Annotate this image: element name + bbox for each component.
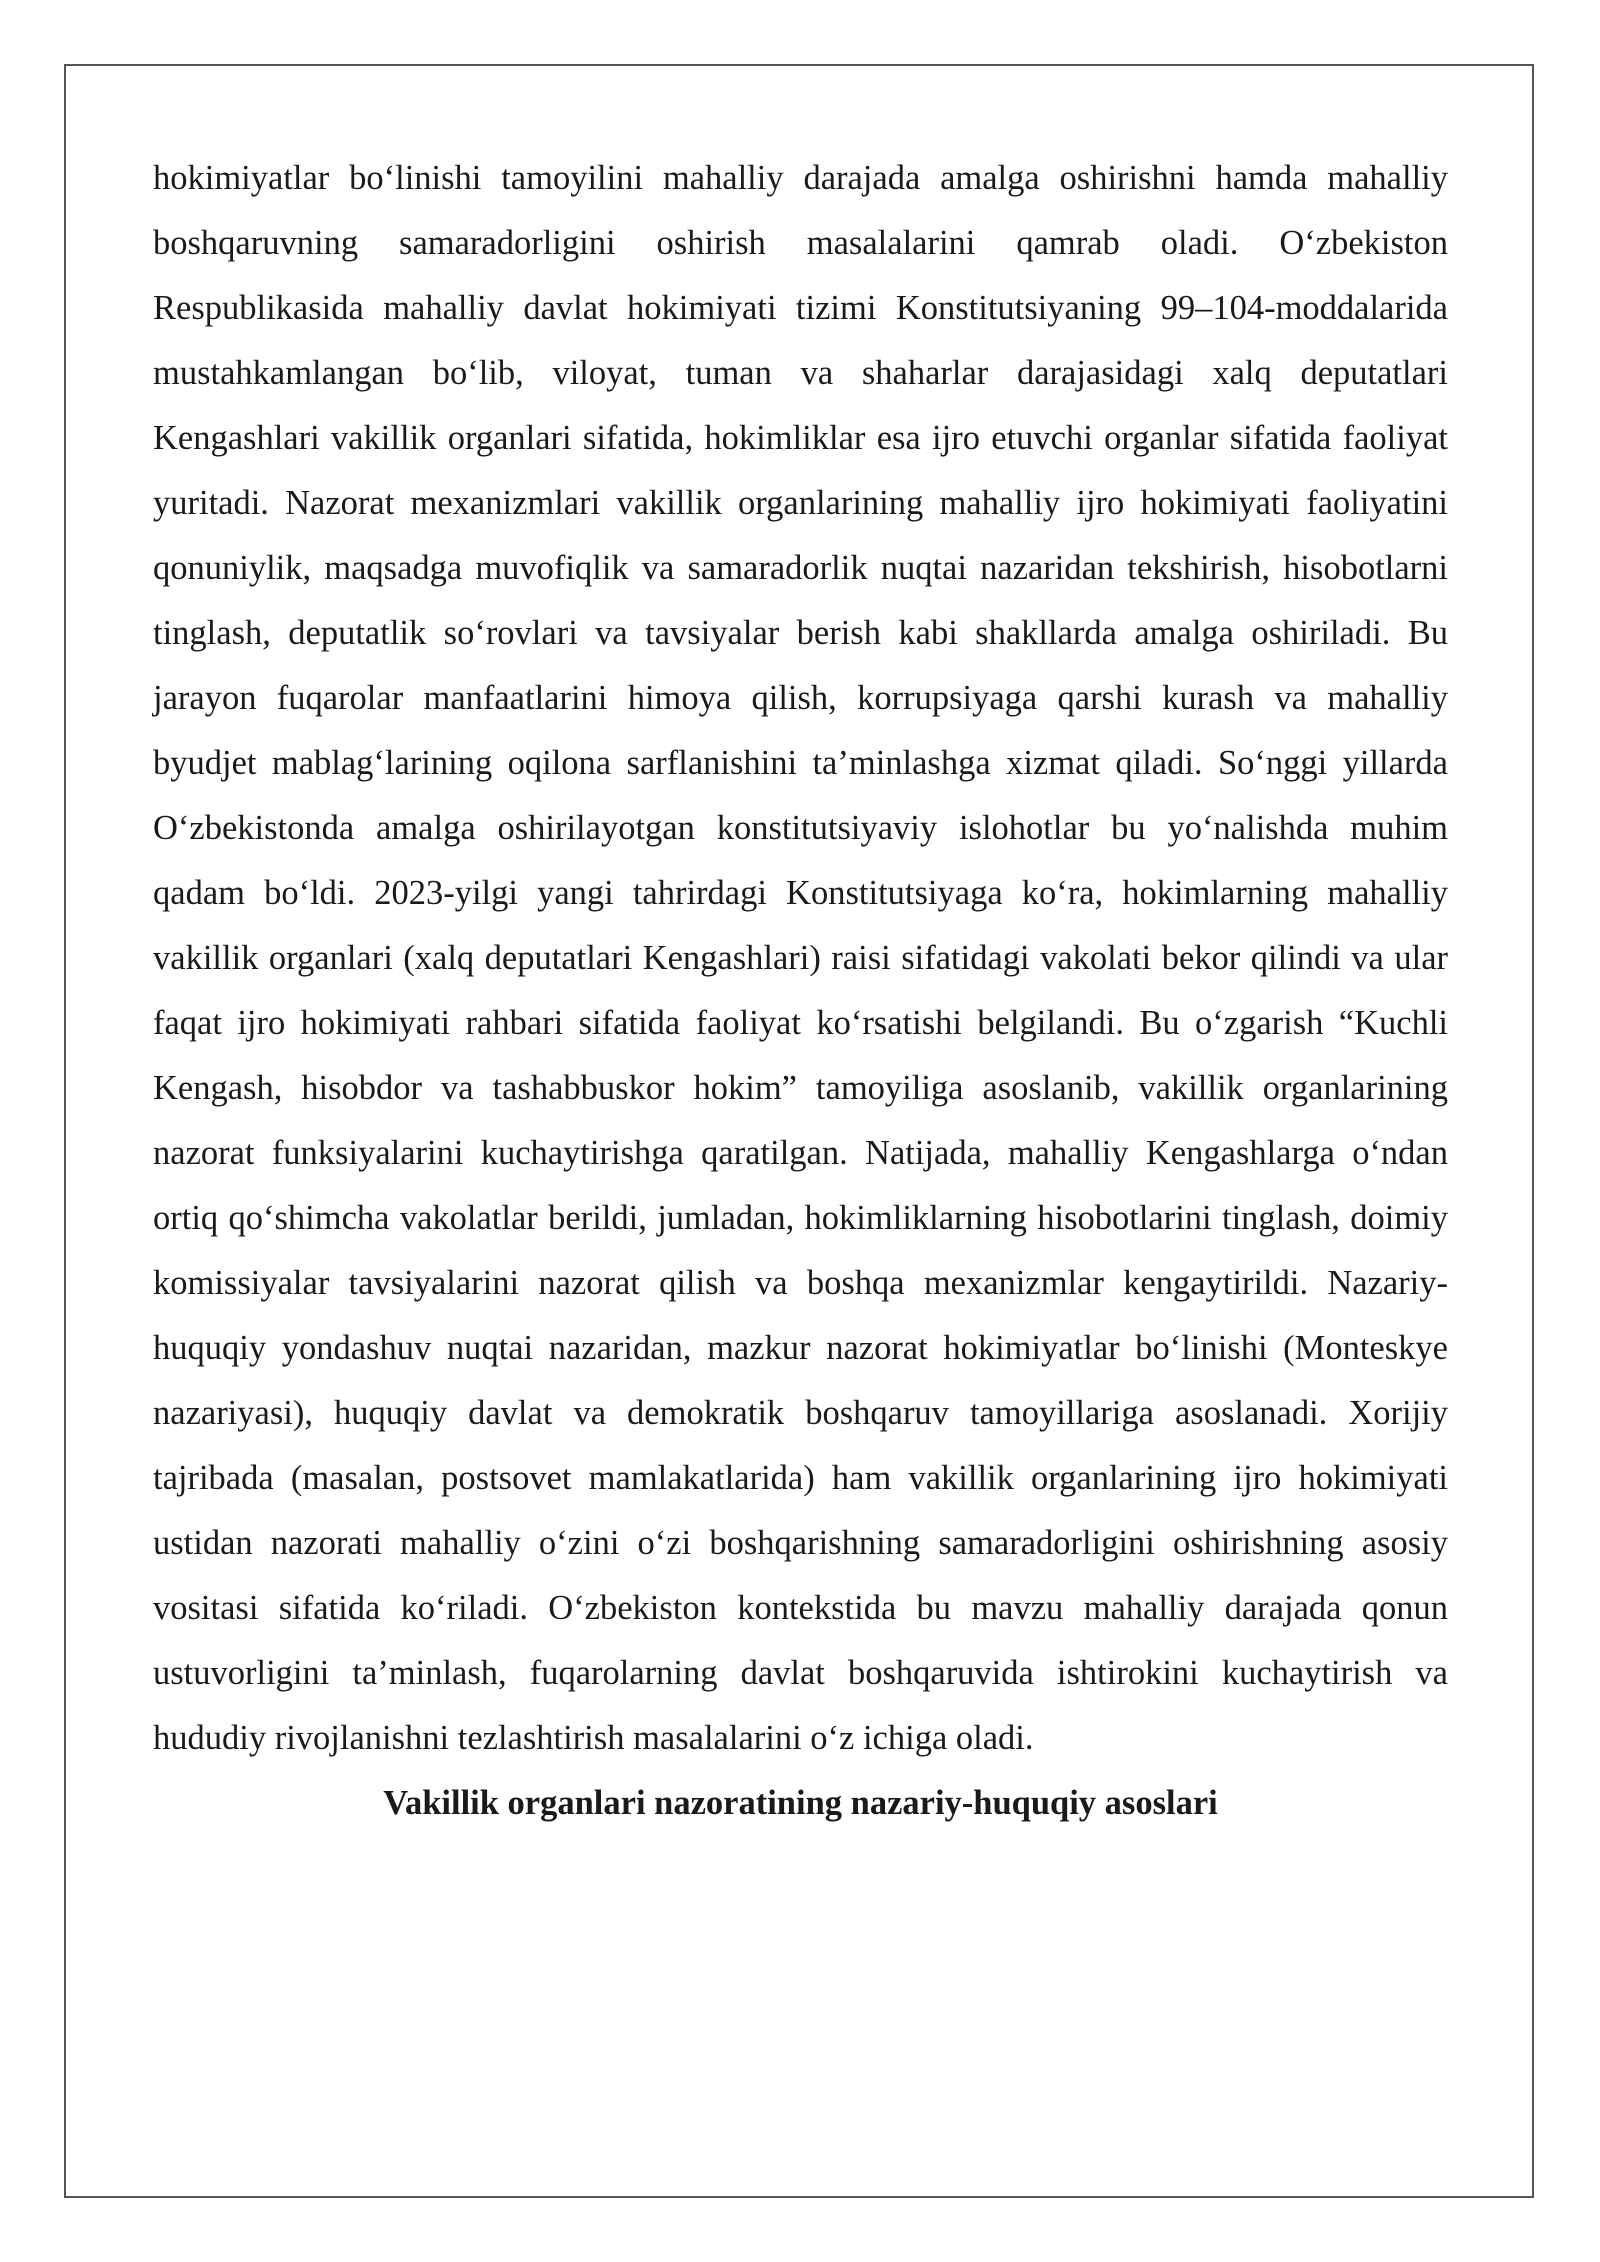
document-body: [153, 146, 1448, 1836]
body-paragraph: hokimiyatlar bo‘linishi tamoyilini mahalliy darajada amalga oshirishni hamda mahalliy boshqaruvning samaradorligini oshirish masalalarini qamrab oladi. O‘zbekiston Respublikasida mahalliy davlat hokimiyati tizimi Konstitutsiyaning 99–104-moddalarida mustahkamlangan bo‘lib, viloyat, tuman va shaharlar darajasidagi xalq deputatlari Kengashlari vakillik organlari sifatida, hokimliklar esa ijro etuvchi organlar sifatida faoliyat yuritadi. Nazorat mexanizmlari vakillik organlarining mahalliy ijro hokimiyati faoliyatini qonuniylik, maqsadga muvofiqlik va samaradorlik nuqtai nazaridan tekshirish, hisobotlarni tinglash, deputatlik so‘rovlari va tavsiyalar berish kabi shakllarda amalga oshiriladi. Bu jarayon fuqarolar manfaatlarini himoya qilish, korrupsiyaga qarshi kurash va mahalliy byudjet mablag‘larining oqilona sarflanishini ta’minlashga xizmat qiladi. So‘nggi yillarda O‘zbekistonda amalga oshirilayotgan konstitutsiyaviy islohotlar bu yo‘nalishda muhim qadam bo‘ldi. 2023-yilgi yangi tahrirdagi Konstitutsiyaga ko‘ra, hokimlarning mahalliy vakillik organlari (xalq deputatlari Kengashlari) raisi sifatidagi vakolati bekor qilindi va ular faqat ijro hokimiyati rahbari sifatida faoliyat ko‘rsatishi belgilandi. Bu o‘zgarish “Kuchli Kengash, hisobdor va tashabbuskor hokim” tamoyiliga asoslanib, vakillik organlarining nazorat funksiyalarini kuchaytirishga qaratilgan. Natijada, mahalliy Kengashlarga o‘ndan ortiq qo‘shimcha vakolatlar berildi, jumladan, hokimliklarning hisobotlarini tinglash, doimiy komissiyalar tavsiyalarini nazorat qilish va boshqa mexanizmlar kengaytirildi. Nazariy-huquqiy yondashuv nuqtai nazaridan, mazkur nazorat hokimiyatlar bo‘linishi (Monteskye nazariyasi), huquqiy davlat va demokratik boshqaruv tamoyillariga asoslanadi. Xorijiy tajribada (masalan, postsovet mamlakatlarida) ham vakillik organlarining ijro hokimiyati ustidan nazorati mahalliy o‘zini o‘zi boshqarishning samaradorligini oshirishning asosiy vositasi sifatida ko‘riladi. O‘zbekiston kontekstida bu mavzu mahalliy darajada qonun ustuvorligini ta’minlash, fuqarolarning davlat boshqaruvida ishtirokini kuchaytirish va hududiy rivojlanishni tezlashtirish masalalarini o‘z ichiga oladi.: [153, 159, 1448, 1757]
section-heading: Vakillik organlari nazoratining nazariy-huquqiy asoslari: [383, 1784, 1218, 1822]
